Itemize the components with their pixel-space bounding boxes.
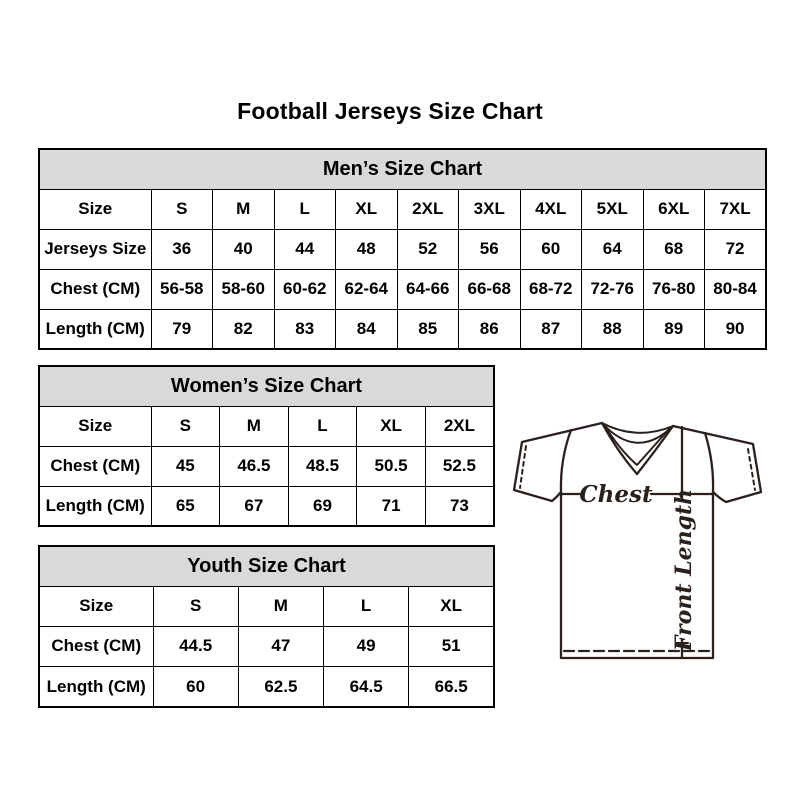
value-cell: 44.5 — [153, 626, 238, 666]
value-cell: 46.5 — [220, 446, 289, 486]
value-cell: 48.5 — [288, 446, 357, 486]
value-cell: M — [238, 586, 323, 626]
value-cell: 71 — [357, 486, 426, 526]
value-cell: 67 — [220, 486, 289, 526]
front-length-label: Front Length — [671, 488, 697, 652]
value-cell: 5XL — [582, 189, 644, 229]
mens-table-title: Men’s Size Chart — [39, 149, 766, 189]
value-cell: 47 — [238, 626, 323, 666]
value-cell: 58-60 — [213, 269, 275, 309]
value-cell: 88 — [582, 309, 644, 349]
row-label-cell: Size — [39, 189, 151, 229]
value-cell: 64 — [582, 229, 644, 269]
table-title-row — [39, 366, 494, 406]
value-cell: 83 — [274, 309, 336, 349]
value-cell: 62-64 — [336, 269, 398, 309]
value-cell: 89 — [643, 309, 705, 349]
table-row — [39, 229, 766, 269]
value-cell: 87 — [520, 309, 582, 349]
value-cell: L — [288, 406, 357, 446]
table-row — [39, 486, 494, 526]
table-row — [39, 406, 494, 446]
value-cell: 66.5 — [409, 667, 494, 707]
value-cell: 64-66 — [397, 269, 459, 309]
value-cell: 69 — [288, 486, 357, 526]
value-cell: L — [274, 189, 336, 229]
table-row — [39, 189, 766, 229]
value-cell: 60 — [520, 229, 582, 269]
value-cell: 60-62 — [274, 269, 336, 309]
row-label-cell: Length (CM) — [39, 309, 151, 349]
value-cell: 80-84 — [705, 269, 767, 309]
value-cell: 52.5 — [425, 446, 494, 486]
womens-size-chart-table — [38, 365, 495, 527]
value-cell: 4XL — [520, 189, 582, 229]
value-cell: 82 — [213, 309, 275, 349]
table-title-row — [39, 149, 766, 189]
value-cell: 40 — [213, 229, 275, 269]
value-cell: 36 — [151, 229, 213, 269]
value-cell: 85 — [397, 309, 459, 349]
value-cell: 51 — [409, 626, 494, 666]
jersey-measurement-diagram — [505, 400, 775, 670]
row-label-cell: Chest (CM) — [39, 626, 153, 666]
value-cell: 79 — [151, 309, 213, 349]
table-row — [39, 446, 494, 486]
value-cell: M — [220, 406, 289, 446]
value-cell: 3XL — [459, 189, 521, 229]
jersey-right-armhole-seam — [705, 433, 713, 492]
value-cell: 2XL — [425, 406, 494, 446]
value-cell: S — [151, 189, 213, 229]
value-cell: 86 — [459, 309, 521, 349]
value-cell: XL — [336, 189, 398, 229]
row-label-cell: Chest (CM) — [39, 446, 151, 486]
jersey-left-armhole-seam — [561, 430, 571, 492]
table-row — [39, 586, 494, 626]
value-cell: 60 — [153, 667, 238, 707]
value-cell: 7XL — [705, 189, 767, 229]
value-cell: 52 — [397, 229, 459, 269]
value-cell: 56 — [459, 229, 521, 269]
value-cell: 62.5 — [238, 667, 323, 707]
row-label-cell: Length (CM) — [39, 667, 153, 707]
value-cell: 56-58 — [151, 269, 213, 309]
row-label-cell: Chest (CM) — [39, 269, 151, 309]
value-cell: 68-72 — [520, 269, 582, 309]
row-label-cell: Size — [39, 406, 151, 446]
value-cell: L — [324, 586, 409, 626]
value-cell: 50.5 — [357, 446, 426, 486]
jersey-diagram-svg — [505, 400, 775, 670]
value-cell: S — [151, 406, 220, 446]
value-cell: 48 — [336, 229, 398, 269]
mens-size-chart-table — [38, 148, 767, 350]
chest-label: Chest — [579, 481, 653, 508]
jersey-outline-group — [514, 423, 761, 658]
value-cell: 6XL — [643, 189, 705, 229]
row-label-cell: Length (CM) — [39, 486, 151, 526]
value-cell: 44 — [274, 229, 336, 269]
value-cell: M — [213, 189, 275, 229]
value-cell: 90 — [705, 309, 767, 349]
youth-size-chart-table — [38, 545, 495, 708]
value-cell: 45 — [151, 446, 220, 486]
value-cell: S — [153, 586, 238, 626]
page-title: Football Jerseys Size Chart — [237, 98, 543, 124]
value-cell: 73 — [425, 486, 494, 526]
value-cell: XL — [357, 406, 426, 446]
value-cell: 49 — [324, 626, 409, 666]
value-cell: 66-68 — [459, 269, 521, 309]
table-title-row — [39, 546, 494, 586]
value-cell: 64.5 — [324, 667, 409, 707]
youth-table-title: Youth Size Chart — [39, 546, 494, 586]
value-cell: 76-80 — [643, 269, 705, 309]
value-cell: 68 — [643, 229, 705, 269]
womens-table-title: Women’s Size Chart — [39, 366, 494, 406]
jersey-collar-back-arc — [602, 423, 673, 433]
value-cell: 2XL — [397, 189, 459, 229]
row-label-cell: Size — [39, 586, 153, 626]
table-row — [39, 309, 766, 349]
value-cell: 72-76 — [582, 269, 644, 309]
value-cell: 84 — [336, 309, 398, 349]
value-cell: XL — [409, 586, 494, 626]
row-label-cell: Jerseys Size — [39, 229, 151, 269]
value-cell: 72 — [705, 229, 767, 269]
table-row — [39, 626, 494, 666]
value-cell: 65 — [151, 486, 220, 526]
table-row — [39, 667, 494, 707]
table-row — [39, 269, 766, 309]
